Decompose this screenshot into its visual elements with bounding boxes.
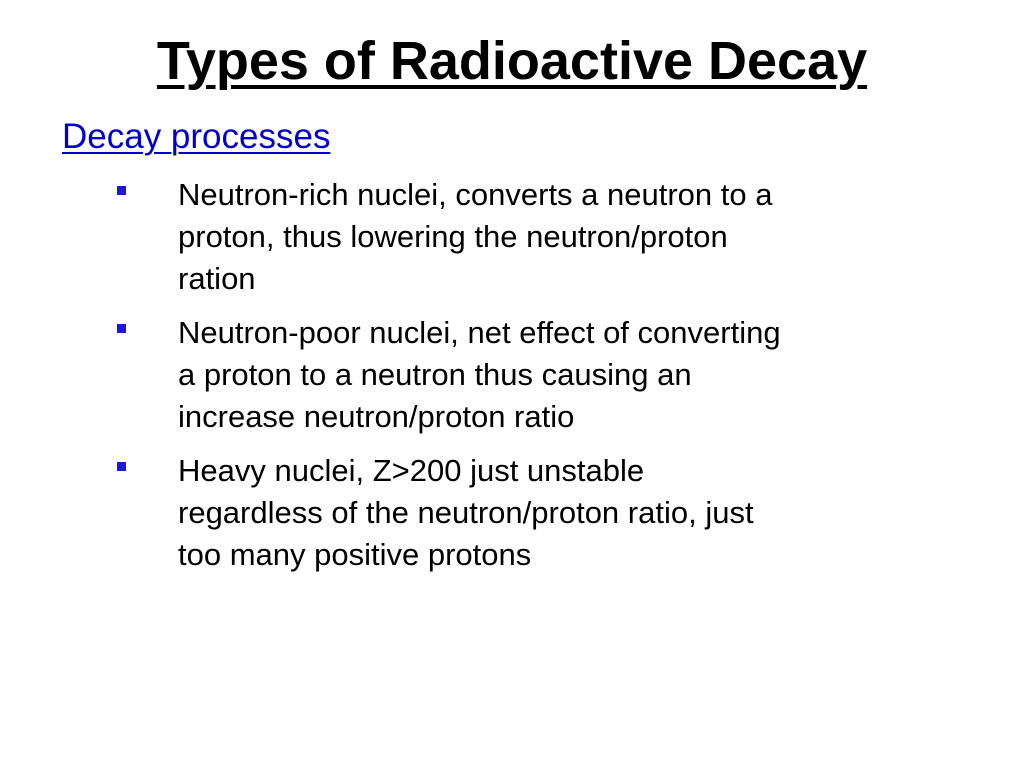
bullet-line: ration [178, 261, 256, 296]
square-bullet-icon [117, 324, 126, 333]
decay-processes-link[interactable]: Decay processes [62, 117, 331, 156]
square-bullet-icon [117, 186, 126, 195]
slide-title-text: Types of Radioactive Decay [156, 31, 868, 91]
bullet-item-neutron-rich [0, 174, 1024, 300]
bullet-text [178, 312, 978, 438]
bullet-line: Neutron-poor nuclei, net effect of converting [178, 315, 781, 350]
bullet-list [0, 174, 1024, 588]
bullet-line: regardless of the neutron/proton ratio, just [178, 495, 754, 530]
bullet-text [178, 174, 978, 300]
bullet-line: too many positive protons [178, 537, 532, 572]
bullet-item-neutron-poor [0, 312, 1024, 438]
bullet-line: increase neutron/proton ratio [178, 399, 575, 434]
slide-title [0, 28, 1024, 94]
bullet-line: a proton to a neutron thus causing an [178, 357, 692, 392]
bullet-line: Neutron-rich nuclei, converts a neutron to a [178, 177, 773, 212]
bullet-line: proton, thus lowering the neutron/proton [178, 219, 728, 254]
square-bullet-icon [117, 462, 126, 471]
bullet-item-heavy-nuclei [0, 450, 1024, 576]
bullet-line: Heavy nuclei, Z>200 just unstable [178, 453, 645, 488]
bullet-text [178, 450, 978, 576]
